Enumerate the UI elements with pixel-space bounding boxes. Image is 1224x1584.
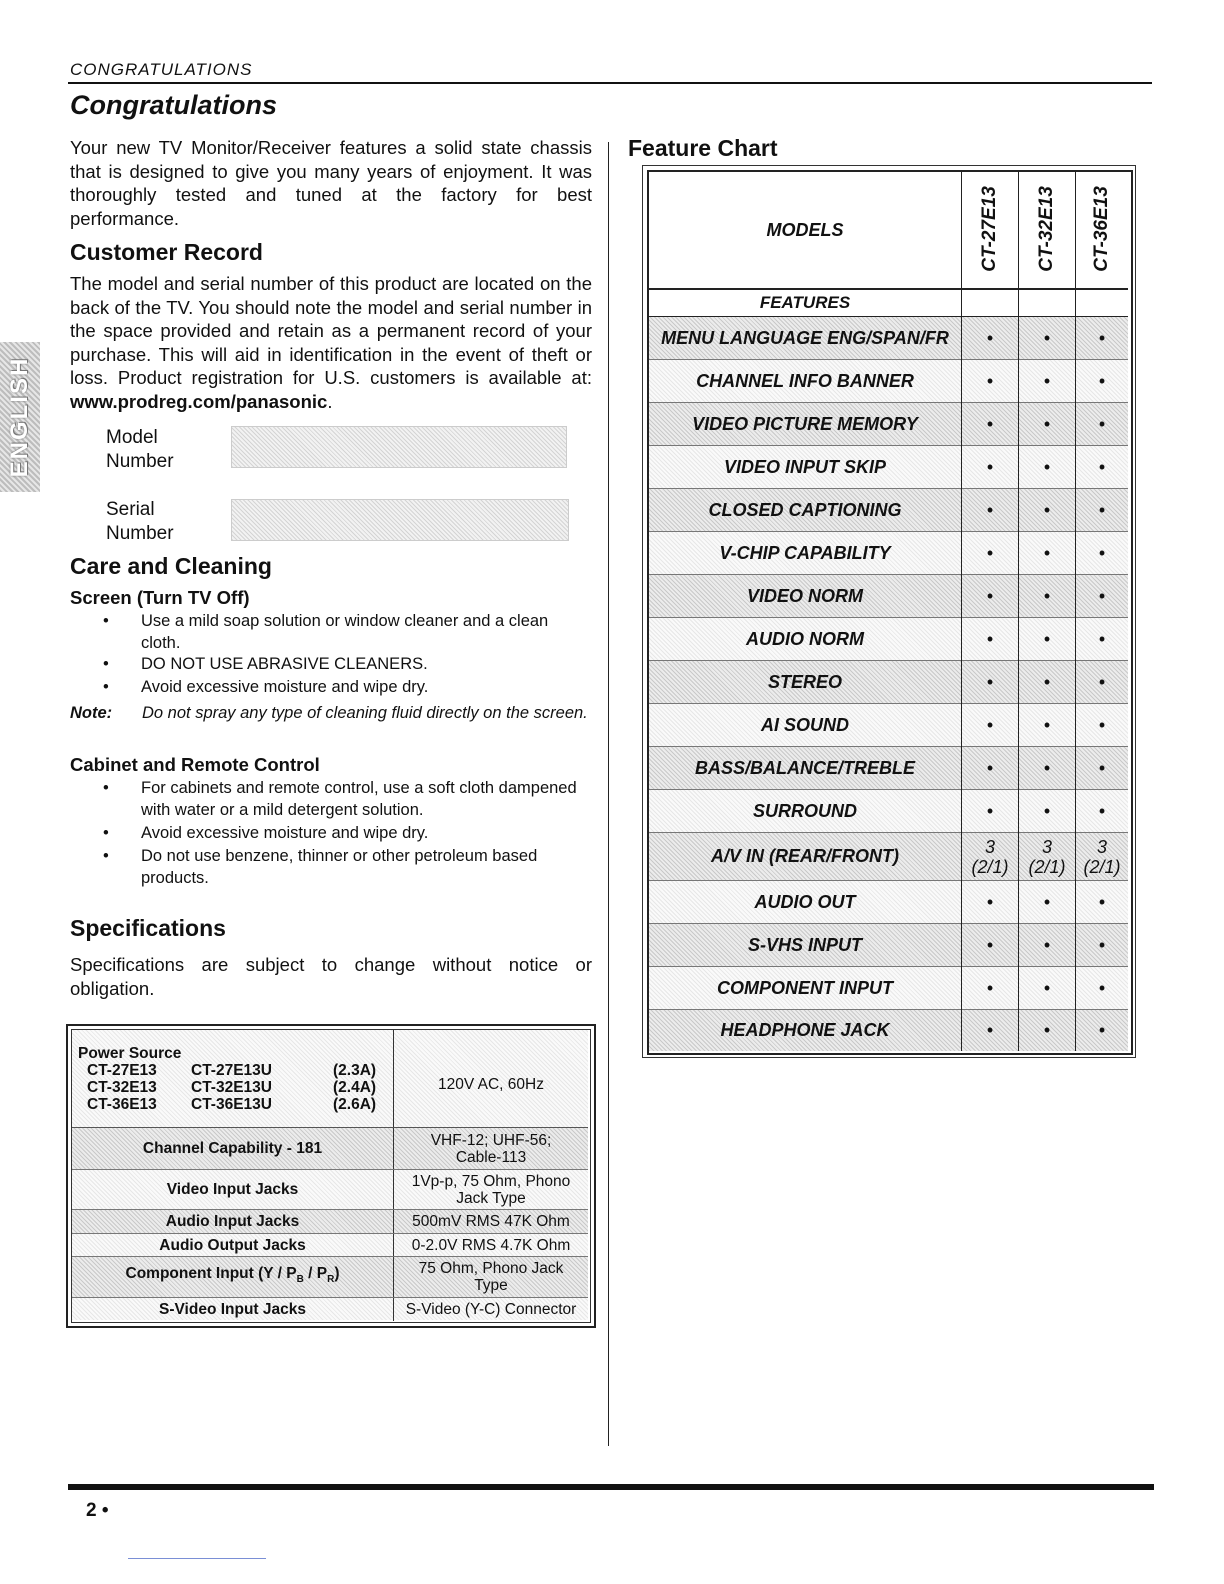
models-header-cell — [649, 172, 961, 288]
care-heading: Care and Cleaning — [70, 553, 272, 579]
screen-heading: Screen (Turn TV Off) — [70, 587, 250, 608]
feature-availability: • — [1019, 618, 1075, 660]
feature-availability: • — [1076, 790, 1128, 832]
models-label: MODELS — [766, 219, 844, 240]
spec-divider — [72, 1256, 588, 1257]
features-header-cell — [649, 290, 961, 316]
feature-availability: • — [1076, 446, 1128, 488]
spec-row-label: Audio Output Jacks — [72, 1234, 393, 1256]
feature-name: HEADPHONE JACK — [649, 1010, 961, 1051]
column-divider — [608, 142, 609, 1446]
feature-availability: • — [1019, 1010, 1075, 1051]
model-header: CT-27E13 — [979, 186, 1000, 272]
model-column-rule — [1075, 172, 1076, 1051]
power-source-rows — [87, 1062, 387, 1113]
feature-availability: • — [1076, 532, 1128, 574]
model-number-field[interactable] — [231, 426, 567, 468]
feature-availability: • — [1019, 489, 1075, 531]
feature-availability: • — [1019, 967, 1075, 1009]
spec-row-value: 500mV RMS 47K Ohm — [394, 1210, 588, 1233]
specifications-text: Specifications are subject to change without notice or obligation. — [70, 954, 592, 999]
spec-divider — [72, 1233, 588, 1234]
feature-availability: 3 (2/1) — [962, 833, 1018, 880]
feature-availability: • — [1076, 661, 1128, 703]
feature-availability: • — [1076, 317, 1128, 359]
model-column-rule — [1018, 172, 1019, 1051]
spec-row-label: S-Video Input Jacks — [72, 1298, 393, 1320]
model-header: CT-36E13 — [1091, 186, 1112, 272]
feature-availability: 3 (2/1) — [1076, 833, 1128, 880]
feature-availability: • — [962, 575, 1018, 617]
feature-availability: • — [962, 360, 1018, 402]
feature-availability: • — [962, 661, 1018, 703]
customer-record-heading: Customer Record — [70, 239, 263, 265]
feature-availability: • — [962, 403, 1018, 445]
header-rule — [68, 82, 1152, 84]
feature-name: A/V IN (REAR/FRONT) — [649, 833, 961, 880]
feature-availability: • — [1076, 747, 1128, 789]
spec-divider — [393, 1029, 394, 1321]
power-source-value: 120V AC, 60Hz — [438, 1076, 544, 1093]
features-label: FEATURES — [759, 293, 851, 312]
feature-name: CHANNEL INFO BANNER — [649, 360, 961, 402]
cabinet-bullet: • Do not use benzene, thinner or other petroleum based products. — [103, 847, 538, 887]
spec-row-value: 0-2.0V RMS 4.7K Ohm — [394, 1234, 588, 1256]
feature-name: STEREO — [649, 661, 961, 703]
feature-availability: • — [962, 317, 1018, 359]
page-title: Congratulations — [70, 90, 277, 120]
cabinet-bullet: • For cabinets and remote control, use a soft cloth dampened with water or a mild detergent solution. — [103, 779, 577, 819]
feature-availability: • — [1019, 881, 1075, 923]
feature-name: VIDEO NORM — [649, 575, 961, 617]
model-header: CT-32E13 — [1036, 186, 1057, 272]
feature-availability: • — [962, 881, 1018, 923]
running-head: CONGRATULATIONS — [70, 60, 253, 79]
feature-name: CLOSED CAPTIONING — [649, 489, 961, 531]
model-number-label: Model Number — [106, 427, 174, 472]
footer-rule — [68, 1484, 1154, 1490]
registration-url[interactable]: www.prodreg.com/panasonic — [70, 390, 328, 412]
language-tab-label: ENGLISH — [6, 356, 33, 478]
feature-name: VIDEO INPUT SKIP — [649, 446, 961, 488]
feature-availability: • — [1019, 360, 1075, 402]
feature-availability: • — [1019, 446, 1075, 488]
customer-record-text: The model and serial number of this product are located on the back of the TV. You should note the model and serial number in the space provided and retain as a permanent record of your purchase. This will aid in identification in the event of theft or loss. Product registration for U.S. customers is available at: www.prodreg.com/panasonic. — [70, 273, 592, 412]
feature-name: AUDIO NORM — [649, 618, 961, 660]
feature-availability: • — [1076, 924, 1128, 966]
intro-paragraph: Your new TV Monitor/Receiver features a solid state chassis that is designed to give you many years of enjoyment. It was thoroughly tested and tuned at the factory for best performance. — [70, 137, 592, 229]
feature-availability: • — [962, 747, 1018, 789]
feature-availability: • — [962, 704, 1018, 746]
spec-row-value: S-Video (Y-C) Connector — [394, 1298, 588, 1320]
spec-row-value: VHF-12; UHF-56; Cable-113 — [394, 1128, 588, 1169]
spec-divider — [72, 1127, 588, 1128]
language-tab — [0, 342, 40, 492]
feature-availability: • — [962, 446, 1018, 488]
spec-row-label: Channel Capability - 181 — [72, 1128, 393, 1169]
note-text: Do not spray any type of cleaning fluid directly on the screen. — [142, 704, 588, 722]
spec-divider — [72, 1297, 588, 1298]
page-number: 2 • — [86, 1500, 109, 1521]
note-label: Note: — [70, 704, 113, 722]
feature-availability: • — [1019, 704, 1075, 746]
feature-availability: • — [1076, 360, 1128, 402]
power-row: CT-36E13 CT-36E13U (2.6A) — [87, 1096, 377, 1113]
feature-availability: • — [962, 924, 1018, 966]
feature-availability: • — [962, 790, 1018, 832]
power-row: CT-27E13 CT-27E13U (2.3A) — [87, 1062, 377, 1079]
feature-availability: • — [1019, 317, 1075, 359]
spec-row-label: Video Input Jacks — [72, 1170, 393, 1209]
power-source-title: Power Source — [78, 1045, 182, 1062]
feature-availability: • — [1076, 618, 1128, 660]
specifications-heading: Specifications — [70, 915, 226, 941]
feature-chart-heading: Feature Chart — [628, 135, 778, 161]
feature-availability: • — [962, 618, 1018, 660]
spec-divider — [72, 1209, 588, 1210]
feature-availability: • — [1019, 575, 1075, 617]
spec-row-label: Component Input $(Y / P_B / P_R)$ — [72, 1257, 393, 1297]
feature-availability: • — [1076, 704, 1128, 746]
screen-bullet: • Avoid excessive moisture and wipe dry. — [103, 678, 429, 696]
power-row: CT-32E13 CT-32E13U (2.4A) — [87, 1079, 377, 1096]
feature-availability: 3 (2/1) — [1019, 833, 1075, 880]
model-column-rule — [961, 172, 962, 1051]
feature-availability: • — [1019, 403, 1075, 445]
feature-availability: • — [962, 967, 1018, 1009]
cabinet-heading: Cabinet and Remote Control — [70, 754, 320, 775]
feature-availability: • — [1076, 489, 1128, 531]
feature-availability: • — [1076, 1010, 1128, 1051]
feature-availability: • — [1019, 924, 1075, 966]
feature-availability: • — [1076, 967, 1128, 1009]
spec-row-value: 75 Ohm, Phono Jack Type — [394, 1257, 588, 1297]
feature-name: COMPONENT INPUT — [649, 967, 961, 1009]
spec-divider — [72, 1169, 588, 1170]
spec-row-value: 1Vp-p, 75 Ohm, Phono Jack Type — [394, 1170, 588, 1209]
feature-name: SURROUND — [649, 790, 961, 832]
feature-availability: • — [1076, 881, 1128, 923]
cabinet-bullet: • Avoid excessive moisture and wipe dry. — [103, 824, 429, 842]
feature-availability: • — [1019, 661, 1075, 703]
feature-name: S-VHS INPUT — [649, 924, 961, 966]
spec-row-label: Audio Input Jacks — [72, 1210, 393, 1233]
feature-availability: • — [1019, 747, 1075, 789]
note — [70, 702, 592, 724]
screen-bullet: • Use a mild soap solution or window cleaner and a clean cloth. — [103, 612, 549, 652]
feature-availability: • — [1076, 575, 1128, 617]
feature-availability: • — [1076, 403, 1128, 445]
feature-name: AI SOUND — [649, 704, 961, 746]
serial-number-field[interactable] — [231, 499, 569, 541]
feature-availability: • — [962, 1010, 1018, 1051]
feature-name: BASS/BALANCE/TREBLE — [649, 747, 961, 789]
feature-name: VIDEO PICTURE MEMORY — [649, 403, 961, 445]
feature-availability: • — [962, 489, 1018, 531]
feature-availability: • — [1019, 790, 1075, 832]
footer-link-line — [128, 1558, 266, 1559]
feature-availability: • — [962, 532, 1018, 574]
screen-bullet: • DO NOT USE ABRASIVE CLEANERS. — [103, 655, 428, 673]
feature-name: V-CHIP CAPABILITY — [649, 532, 961, 574]
serial-number-label: Serial Number — [106, 499, 174, 544]
feature-name: MENU LANGUAGE ENG/SPAN/FR — [649, 317, 961, 359]
feature-name: AUDIO OUT — [649, 881, 961, 923]
feature-availability: • — [1019, 532, 1075, 574]
